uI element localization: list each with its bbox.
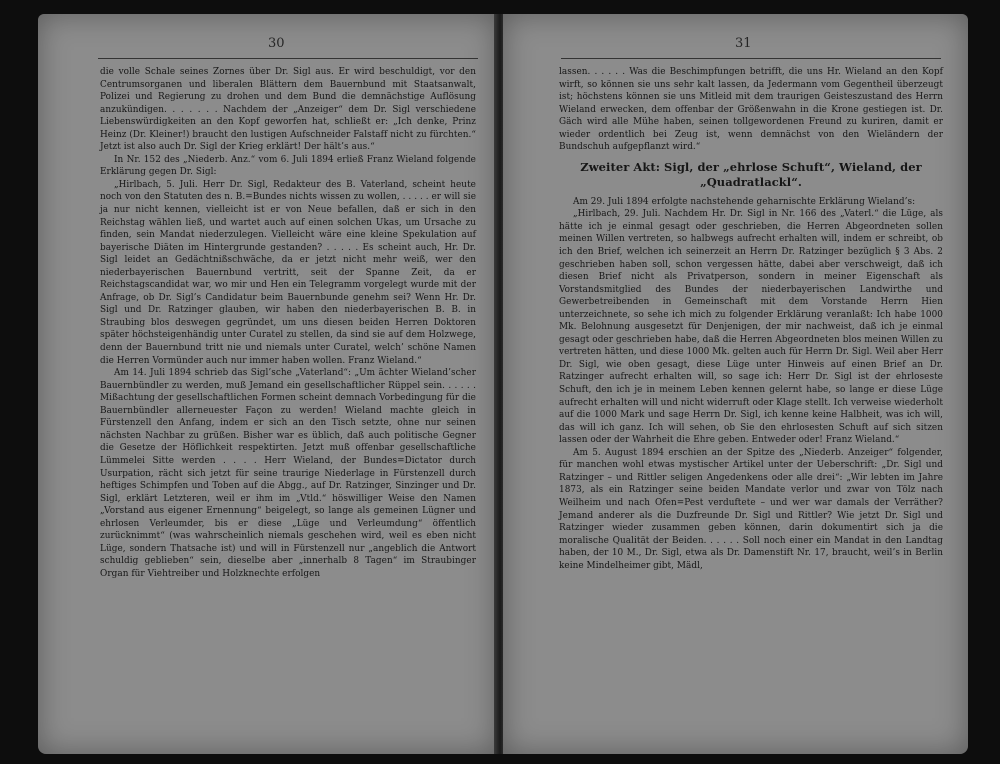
page-text (100, 66, 476, 580)
right-page (503, 14, 968, 754)
paragraph: Am 29. Juli 1894 erfolgte nachstehende geharnischte Erklärung Wieland’s: (573, 196, 916, 207)
paragraph: die volle Schale seines Zornes über Dr. Sigl aus. Er wird beschuldigt, vor den Centrumsorganen und liberalen Blättern dem Bauernbund mit Staatsanwalt, Polizei und Regierung zu drohen und dem Bund die demnächstige Auflösung anzukündigen. . . . . . . Nachdem der „Anzeiger“ dem Dr. Sigl verschiedene Liebenswürdigkeiten an den Kopf geworfen hat, schließt er: „Ich denke, Prinz Heinz (Dr. Kleiner!) braucht den lustigen Aufschneider Falstaff nicht zu fürchten.“ Jetzt ist also auch Dr. Sigl der Krieg erklärt! Der hält’s aus.“ (100, 67, 476, 153)
paragraph: Am 5. August 1894 erschien an der Spitze des „Niederb. Anzeiger“ folgender, für manchen wohl etwas mystischer Artikel unter der Ueberschrift: „Dr. Sigl und Ratzinger – und Rittler seligen Angedenkens oder alle drei“: „Wir lebten im Jahre 1873, als ein Ratzinger seine beiden Mandate verlor und zwar von Tölz nach Weilheim und nach Ofen=Pest verduftete – und wer war damals der Verräther? Jemand anderer als die Duzfreunde Dr. Sigl und Rittler? Wie jetzt Dr. Sigl und Ratzinger wieder zusammen geben können, darin dokumentirt sich ja die moralische Qualität der Beiden. . . . . . Soll noch einer ein Mandat in den Landtag haben, der 10 M., Dr. Sigl, etwa als Dr. Damenstift Nr. 17, braucht, weil’s in Berlin keine Mindelheimer gibt, Mädl, (559, 447, 943, 571)
paragraph: „Hirlbach, 29. Juli. Nachdem Hr. Dr. Sigl in Nr. 166 des „Vaterl.“ die Lüge, als hätte ich je einmal gesagt oder geschrieben, die Herren Abgeordneten sollen meinen Willen vertreten, so halbwegs aufrecht erhalten will, indem er schreibt, ob ich den Brief, welchen ich seinerzeit an Herrn Dr. Ratzinger bezüglich § 3 Abs. 2 geschrieben haben soll, schon vergessen hätte, dabei aber verschweigt, daß ich diesen Brief nicht als Privatperson, sondern in meiner Eigenschaft als Vorstandsmitglied des Bundes der niederbayerischen Landwirthe und Gewerbetreibenden in Gemeinschaft mit dem Vorstande Herrn Hien unterzeichnete, so sehe ich mich zu folgender Erklärung veranlaßt: Ich habe 1000 Mk. Belohnung ausgesetzt für Denjenigen, der mir nachweist, daß ich je einmal gesagt oder geschrieben habe, daß die Herren Abgeordneten blos meinen Willen zu vertreten hätten, und diese 1000 Mk. gelten auch für Herrn Dr. Sigl. Weil aber Herr Dr. Sigl, wie oben gesagt, diese Lüge unter Hinweis auf einen Brief an Dr. Ratzinger aufrecht erhalten will, so sage ich: Herr Dr. Sigl ist der ehrloseste Schuft, den ich je in meinem Leben kennen gelernt habe, so lange er diese Lüge aufrecht erhalten will und nicht widerruft oder Klage stellt. Ich verweise wiederholt auf die 1000 Mark und sage Herrn Dr. Sigl, ich kenne keine Halbheit, was ich will, das will ich ganz. Ich will sehen, ob Sie den ehrlosesten Schuft auf sich sitzen lassen oder der Wahrheit die Ehre geben. Entweder oder! Franz Wieland.“ (559, 209, 943, 446)
page-number: 30 (268, 36, 285, 51)
section-heading: Zweiter Akt: Sigl, der „ehrlose Schuft“, Wieland, der „Quadratlackl“. (580, 159, 922, 189)
header-rule (98, 58, 478, 59)
header-rule (561, 58, 941, 59)
paragraph: lassen. . . . . . Was die Beschimpfungen betrifft, die uns Hr. Wieland an den Kopf wirft, so können sie uns sehr kalt lassen, da Jedermann vom Gegentheil überzeugt ist; höchstens können sie uns Mitleid mit dem traurigen Geisteszustand des Herrn Wieland erwecken, dem offenbar der Größenwahn in die Krone gestiegen ist. Dr. Gäch wird alle Mühe haben, seinen tollgewordenen Freund zu kuriren, damit er wieder ordentlich bei Zeug ist, wenn demnächst von den Wieländern der Bundschuh aufgepflanzt wird.“ (559, 67, 943, 153)
paragraph: Am 14. Juli 1894 schrieb das Sigl’sche „Vaterland“: „Um ächter Wieland’scher Bauernbündler zu werden, muß Jemand ein gesellschaftlicher Rüppel sein. . . . . . Mißachtung der gesellschaftlichen Formen scheint demnach Vorbedingung für die Bauernbündler allerneuester Façon zu werden! Wieland machte gleich in Fürstenzell den Anfang, indem er sich an den Tisch setzte, ohne nur seinen nächsten Nachbar zu grüßen. Bisher war es üblich, daß auch politische Gegner die Gesetze der Höflichkeit respektirten. Jetzt muß offenbar gesellschaftliche Lümmelei Sitte werden . . . . Herr Wieland, der Bundes=Dictator durch Usurpation, rächt sich jetzt für seine traurige Niederlage in Fürstenzell durch heftiges Schimpfen und Toben auf die Abgg., auf Dr. Ratzinger, Sinzinger und Dr. Sigl, erklärt Letzteren, weil er ihm im „Vtld.“ höswilliger Weise den Namen „Vorstand aus eigener Ernennung“ beigelegt, so lange als gemeinen Lügner und ehrlosen Verleumder, bis er diese „Lüge und Verleumdung“ öffentlich zurücknimmt“ (was wahrscheinlich niemals geschehen wird, weil es eben nicht Lüge, sondern Thatsache ist) und will in Fürstenzell nur „angeblich die Antwort schuldig geblieben“ sein, dieselbe aber „innerhalb 8 Tagen“ im Straubinger Organ für Viehtreiber und Holzknechte erfolgen (100, 368, 476, 579)
paragraph: „Hirlbach, 5. Juli. Herr Dr. Sigl, Redakteur des B. Vaterland, scheint heute noch von den Statuten des n. B.=Bundes nichts wissen zu wollen, . . . . . er will sie ja nur nicht kennen, vielleicht ist er von Neue befallen, daß er sich in den Reichstag wählen ließ, und wartet auch auf einen solchen Ukas, um Ursache zu finden, sein Mandat niederzulegen. Vielleicht wäre eine kleine Spekulation auf bayerische Diäten im Hintergrunde gestanden? . . . . . Es scheint auch, Hr. Dr. Sigl leidet an Gedächtnißschwäche, da er jetzt nicht mehr weiß, wer den niederbayerischen Bauernbund vertritt, seit der Spanne Zeit, da er Reichstagscandidat war, wo mir und Hen ein Telegramm vorgelegt wurde mit der Anfrage, ob Dr. Sigl’s Candidatur beim Bauernbunde genehm sei? Wenn Hr. Dr. Sigl und Dr. Ratzinger glauben, wir haben den niederbayerischen B. B. in Straubing blos deswegen gegründet, um uns diesen beiden Herren Doktoren später höchsteigenhändig unter Curatel zu stellen, da sind sie auf dem Holzwege, denn der Bauernbund tritt nie und niemals unter Curatel, welch’ schöne Namen die Herren Vormünder auch nur immer haben wollen. Franz Wieland.“ (100, 179, 476, 366)
paragraph: In Nr. 152 des „Niederb. Anz.“ vom 6. Juli 1894 erließ Franz Wieland folgende Erklärung gegen Dr. Sigl: (100, 154, 476, 178)
page-number: 31 (735, 36, 752, 51)
page-text (559, 66, 943, 572)
left-page (38, 14, 497, 754)
